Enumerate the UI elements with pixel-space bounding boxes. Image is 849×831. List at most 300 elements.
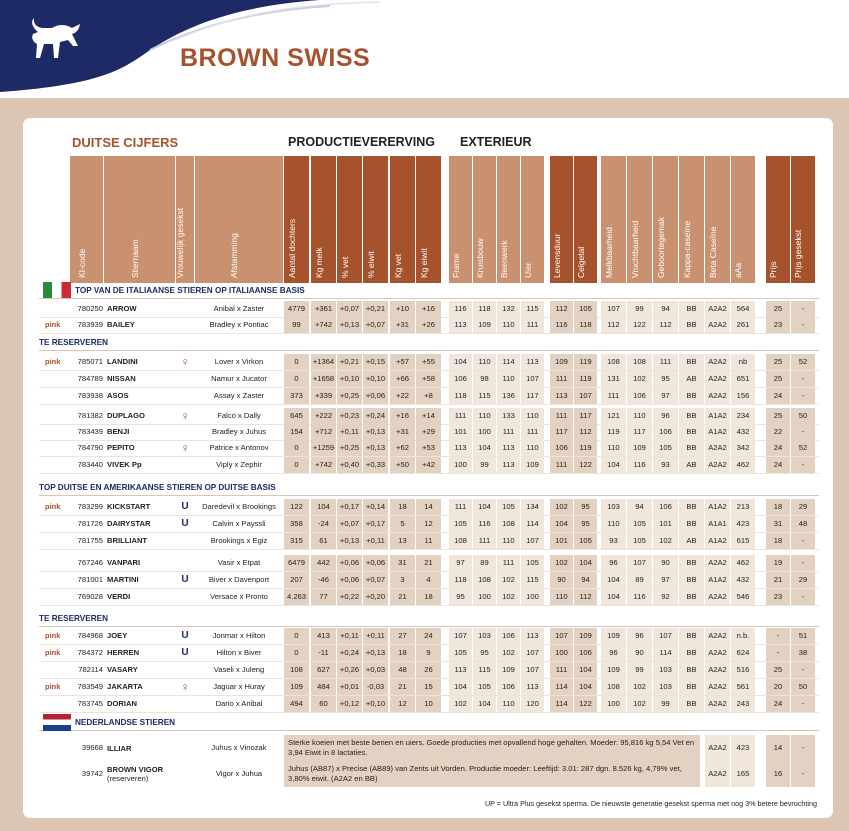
cell-kg_vet: 13 xyxy=(390,533,415,549)
cell-frame: 111 xyxy=(449,408,472,424)
table-row[interactable] xyxy=(39,371,819,388)
cell-kappa: AB xyxy=(679,457,704,473)
cell-beenwerk: 110 xyxy=(497,696,520,712)
cell-aaa: 462 xyxy=(731,457,755,473)
cell-pct_eiwit: +0,06 xyxy=(363,388,388,404)
cell-ki_code: 769028 xyxy=(77,592,103,601)
cell-ki_code: 784789 xyxy=(77,374,103,383)
cell-beenwerk: 105 xyxy=(497,499,520,515)
cell-stiernaam: PEPITO xyxy=(107,443,135,452)
cell-kruisbouw: 115 xyxy=(473,388,496,404)
column-header-label: Vrouwelijk gesekst xyxy=(175,207,185,278)
cell-frame: 105 xyxy=(449,516,472,532)
table-row[interactable] xyxy=(39,533,819,550)
page-title: BROWN SWISS xyxy=(180,44,371,72)
cell-beenwerk: 110 xyxy=(497,371,520,387)
cell-kruisbouw: 104 xyxy=(473,499,496,515)
cell-prijs_gesekst: 50 xyxy=(791,408,815,424)
cell-vrouwelijk xyxy=(176,317,194,333)
cell-prijs_gesekst: - xyxy=(791,533,815,549)
table-row[interactable] xyxy=(39,516,819,533)
dutch-row[interactable] xyxy=(39,761,819,787)
cell-pct_vet: +0,26 xyxy=(337,662,362,678)
netherlands-flag-icon xyxy=(43,714,71,731)
cell-afstamming: Assay x Zaster xyxy=(213,391,265,400)
cell-melkbaarheid: 104 xyxy=(601,589,626,605)
cell-kappa: BB xyxy=(679,499,704,515)
cell-ki-code: 39668 xyxy=(81,743,103,752)
cell-uier: 107 xyxy=(521,371,544,387)
cell-melkbaarheid: 96 xyxy=(601,645,626,661)
cell-kappa: BB xyxy=(679,440,704,456)
cell-melkbaarheid: 108 xyxy=(601,679,626,695)
cell-kg_melk: +1259 xyxy=(311,440,336,456)
column-header-kruisbouw xyxy=(473,156,496,283)
cell-vruchtbaarheid: 96 xyxy=(627,628,652,644)
cell-prijs: 20 xyxy=(766,679,790,695)
cell-uier: 100 xyxy=(521,589,544,605)
column-header-label: Uier xyxy=(522,262,533,278)
cell-melkbaarheid: 110 xyxy=(601,516,626,532)
cell-aantal: 4.263 xyxy=(284,589,309,605)
cell-stiernaam: ARROW xyxy=(107,304,137,313)
cell-celgetal: 119 xyxy=(574,440,597,456)
ultra-plus-icon: U xyxy=(181,630,189,641)
cell-pct_eiwit: +0,07 xyxy=(363,317,388,333)
cell-kruisbouw: 100 xyxy=(473,424,496,440)
cell-kruisbouw: 110 xyxy=(473,354,496,370)
cell-pct_eiwit: -0,03 xyxy=(363,679,388,695)
cell-vruchtbaarheid: 107 xyxy=(627,555,652,571)
table-row[interactable] xyxy=(39,645,819,662)
cell-aaa: 651 xyxy=(731,371,755,387)
cell-ki_code: 783745 xyxy=(77,699,103,708)
cell-prijs: 25 xyxy=(766,354,790,370)
footer-note: UP = Ultra Plus gesekst sperma. De nieuwste generatie gesekst sperma met nog 3% betere bevruchting xyxy=(484,799,817,808)
column-header-kg_vet xyxy=(390,156,415,283)
cell-levensduur: 113 xyxy=(550,388,573,404)
column-header-label: Geboortegemak xyxy=(655,217,666,278)
cell-vruchtbaarheid: 117 xyxy=(627,424,652,440)
cell-celgetal: 122 xyxy=(574,696,597,712)
cell-kg_eiwit: +29 xyxy=(416,424,441,440)
table-row[interactable] xyxy=(39,628,819,645)
ultra-plus-icon: U xyxy=(181,501,189,512)
cell-uier: 120 xyxy=(521,696,544,712)
cell-prijs_gesekst: 29 xyxy=(791,572,815,588)
column-header-label: Frame xyxy=(450,253,461,278)
cell-afstamming: Viply x Zephir xyxy=(216,460,262,469)
cell-uier: 107 xyxy=(521,533,544,549)
cell-geboortegemak: 107 xyxy=(653,628,678,644)
group-heading-dutch-label: NEDERLANDSE STIEREN xyxy=(75,718,176,727)
cell-levensduur: 111 xyxy=(550,408,573,424)
cell-afstamming: Vigor x Juhua xyxy=(215,769,263,778)
cell-celgetal: 117 xyxy=(574,408,597,424)
cell-frame: 113 xyxy=(449,662,472,678)
cell-kappa: BB xyxy=(679,301,704,317)
cell-prijs: 22 xyxy=(766,424,790,440)
column-header-label: Kg melk xyxy=(313,247,324,278)
cell-geboortegemak: 102 xyxy=(653,533,678,549)
cell-vruchtbaarheid: 94 xyxy=(627,499,652,515)
pink-marker: pink xyxy=(45,682,61,691)
cell-afstamming: Calvin x Payssli xyxy=(212,519,266,528)
cell-prijs: 23 xyxy=(766,589,790,605)
cell-celgetal: 109 xyxy=(574,628,597,644)
cell-pct_eiwit: +0,33 xyxy=(363,457,388,473)
cell-levensduur: 117 xyxy=(550,424,573,440)
column-header-kappa xyxy=(679,156,704,283)
ultra-plus-icon: U xyxy=(181,647,189,658)
cell-kruisbouw: 95 xyxy=(473,645,496,661)
cell-pct_vet: +0,25 xyxy=(337,440,362,456)
cell-aantal: 0 xyxy=(284,457,309,473)
cell-celgetal: 112 xyxy=(574,589,597,605)
cell-beta: A2A2 xyxy=(705,628,730,644)
column-header-label: aAa xyxy=(733,262,743,278)
cell-kg_eiwit: 15 xyxy=(416,679,441,695)
cell-prijs_gesekst: - xyxy=(791,662,815,678)
cell-frame: 104 xyxy=(449,354,472,370)
dutch-row[interactable] xyxy=(39,735,819,761)
column-header-uier xyxy=(521,156,544,283)
dutch-description: Sterke koeien met beste benen en uiers. Goede producties met opvallend hoge gehalten. Moeder: 95,816 kg 5,54 Vet en 3,94 Eiwit in 8 lactaties. xyxy=(284,735,700,761)
cell-beenwerk: 110 xyxy=(497,317,520,333)
cell-pct_eiwit: +0,17 xyxy=(363,516,388,532)
table-row[interactable] xyxy=(39,572,819,589)
cell-kappa: AB xyxy=(679,533,704,549)
cell-prijs_gesekst: - xyxy=(791,317,815,333)
cell-kg_vet: 48 xyxy=(390,662,415,678)
cell-kappa: AB xyxy=(679,371,704,387)
cell-melkbaarheid: 109 xyxy=(601,662,626,678)
dutch-description: Juhus (AB87) x Precise (AB89) van Zents uit Vorden. Productie moeder: Leeftijd: 3.01: 287 dgn. 8.526 kg, 4,79% vet, 3,80% eiwit. (A2A2 en BB) xyxy=(284,761,700,787)
cell-prijs: 16 xyxy=(766,761,790,787)
cell-frame: 101 xyxy=(449,424,472,440)
cell-kappa: BB xyxy=(679,408,704,424)
table-row[interactable] xyxy=(39,457,819,474)
cell-pct_vet: +0,17 xyxy=(337,499,362,515)
column-header-label: Kg vet xyxy=(392,253,403,278)
cell-pct_eiwit: +0,10 xyxy=(363,696,388,712)
cell-geboortegemak: 97 xyxy=(653,572,678,588)
cell-prijs_gesekst: 52 xyxy=(791,354,815,370)
cell-vruchtbaarheid: 102 xyxy=(627,371,652,387)
cell-geboortegemak: 94 xyxy=(653,301,678,317)
cell-kg_vet: 18 xyxy=(390,645,415,661)
cell-beta: A2A2 xyxy=(705,371,730,387)
cell-aantal: 373 xyxy=(284,388,309,404)
cell-beta: A2A2 xyxy=(705,761,730,787)
cell-prijs-gesekst: - xyxy=(791,761,815,787)
ultra-plus-icon: U xyxy=(181,574,189,585)
cell-melkbaarheid: 104 xyxy=(601,572,626,588)
cell-celgetal: 106 xyxy=(574,645,597,661)
cell-stiernaam: JAKARTA xyxy=(107,682,143,691)
cell-aaa: 243 xyxy=(731,696,755,712)
cell-celgetal: 122 xyxy=(574,457,597,473)
cell-kruisbouw: 108 xyxy=(473,572,496,588)
cell-prijs_gesekst: 38 xyxy=(791,645,815,661)
cell-frame: 106 xyxy=(449,371,472,387)
cell-geboortegemak: 103 xyxy=(653,679,678,695)
cell-kruisbouw: 116 xyxy=(473,516,496,532)
column-header-aaa xyxy=(731,156,755,283)
table-row[interactable] xyxy=(39,301,819,318)
cell-vrouwelijk xyxy=(176,371,194,387)
cell-prijs: 25 xyxy=(766,301,790,317)
column-header-label: Afstamming xyxy=(229,233,239,278)
cell-beenwerk: 102 xyxy=(497,589,520,605)
cell-geboortegemak: 112 xyxy=(653,317,678,333)
cell-kruisbouw: 98 xyxy=(473,371,496,387)
cell-kappa: BB xyxy=(679,572,704,588)
cell-frame: 116 xyxy=(449,301,472,317)
cell-afstamming: Bradley x Pontiac xyxy=(209,320,269,329)
cell-prijs: 31 xyxy=(766,516,790,532)
cell-celgetal: 95 xyxy=(574,516,597,532)
cell-aaa: nb xyxy=(731,354,755,370)
cell-aantal: 0 xyxy=(284,440,309,456)
cell-kappa: BB xyxy=(679,354,704,370)
cell-uier: 110 xyxy=(521,440,544,456)
cell-vrouwelijk xyxy=(176,301,194,317)
cell-vruchtbaarheid: 102 xyxy=(627,679,652,695)
cell-uier: 134 xyxy=(521,499,544,515)
cell-prijs_gesekst: - xyxy=(791,457,815,473)
column-header-label: Beta Caseïne xyxy=(707,226,718,278)
table-row[interactable] xyxy=(39,408,819,425)
cell-beta: A2A2 xyxy=(705,662,730,678)
cell-vrouwelijk xyxy=(176,662,194,678)
cell-ki_code: 785071 xyxy=(77,357,103,366)
cell-ki_code: 784968 xyxy=(77,631,103,640)
cell-aaa: 432 xyxy=(731,572,755,588)
cell-kg_melk: +1364 xyxy=(311,354,336,370)
cell-stiernaam: NISSAN xyxy=(107,374,136,383)
column-header-prijs xyxy=(766,156,790,283)
cell-beenwerk: 113 xyxy=(497,440,520,456)
column-header-label: Prijs xyxy=(768,261,778,278)
cell-aaa: 615 xyxy=(731,533,755,549)
cell-vruchtbaarheid: 108 xyxy=(627,354,652,370)
cell-geboortegemak: 92 xyxy=(653,589,678,605)
cell-beenwerk: 102 xyxy=(497,572,520,588)
column-header-stiernaam xyxy=(104,156,175,283)
column-header-levensduur xyxy=(550,156,573,283)
cell-kappa: BB xyxy=(679,679,704,695)
column-header-pct_eiwit xyxy=(363,156,388,283)
cell-kg_eiwit: +58 xyxy=(416,371,441,387)
cell-prijs: 18 xyxy=(766,533,790,549)
cell-kruisbouw: 109 xyxy=(473,317,496,333)
cell-kg_vet: +31 xyxy=(390,317,415,333)
cell-kg_vet: +57 xyxy=(390,354,415,370)
cell-melkbaarheid: 93 xyxy=(601,533,626,549)
group-heading-dutch xyxy=(39,715,819,731)
cell-kg_melk: -24 xyxy=(311,516,336,532)
cell-uier: 105 xyxy=(521,555,544,571)
table-row[interactable] xyxy=(39,317,819,334)
cell-kg_melk: -46 xyxy=(311,572,336,588)
cell-uier: 113 xyxy=(521,679,544,695)
header-decoration xyxy=(0,0,849,98)
cell-aantal: 645 xyxy=(284,408,309,424)
cell-ki_code: 783440 xyxy=(77,460,103,469)
cell-pct_eiwit: +0,13 xyxy=(363,424,388,440)
cell-kg_eiwit: 10 xyxy=(416,696,441,712)
cell-beenwerk: 111 xyxy=(497,555,520,571)
table-row[interactable] xyxy=(39,499,819,516)
cell-afstamming: Namur x Jucator xyxy=(211,374,267,383)
cell-aaa: 462 xyxy=(731,555,755,571)
column-header-kg_eiwit xyxy=(416,156,441,283)
cell-frame: 100 xyxy=(449,457,472,473)
cell-prijs_gesekst: - xyxy=(791,696,815,712)
cell-kruisbouw: 118 xyxy=(473,301,496,317)
cell-kg_vet: +22 xyxy=(390,388,415,404)
cell-kruisbouw: 104 xyxy=(473,440,496,456)
cell-pct_vet: +0,21 xyxy=(337,354,362,370)
cell-kg_eiwit: 9 xyxy=(416,645,441,661)
cell-pct_vet: +0,07 xyxy=(337,301,362,317)
cell-uier: 107 xyxy=(521,645,544,661)
cell-levensduur: 102 xyxy=(550,499,573,515)
cell-vruchtbaarheid: 105 xyxy=(627,516,652,532)
cell-aantal: 0 xyxy=(284,628,309,644)
table-row[interactable] xyxy=(39,555,819,572)
cell-beta: A2A2 xyxy=(705,679,730,695)
cell-melkbaarheid: 103 xyxy=(601,499,626,515)
cell-pct_eiwit: +0,14 xyxy=(363,499,388,515)
cell-vruchtbaarheid: 90 xyxy=(627,645,652,661)
cell-aantal: 154 xyxy=(284,424,309,440)
cell-beta: A2A2 xyxy=(705,735,730,761)
cell-kg_melk: 77 xyxy=(311,589,336,605)
table-row[interactable] xyxy=(39,662,819,679)
cell-geboortegemak: 97 xyxy=(653,388,678,404)
cell-geboortegemak: 106 xyxy=(653,424,678,440)
table-row[interactable] xyxy=(39,354,819,371)
cell-kg_vet: +10 xyxy=(390,301,415,317)
cell-aaa: 156 xyxy=(731,388,755,404)
cell-aaa: 432 xyxy=(731,424,755,440)
cell-ki_code: 783299 xyxy=(77,502,103,511)
cell-prijs_gesekst: - xyxy=(791,388,815,404)
cell-prijs_gesekst: - xyxy=(791,371,815,387)
group-heading-reserve-1 xyxy=(39,335,819,351)
cell-kg_vet: +62 xyxy=(390,440,415,456)
cell-pct_vet: +0,11 xyxy=(337,628,362,644)
cell-beta: A2A2 xyxy=(705,354,730,370)
cell-kg_eiwit: 18 xyxy=(416,589,441,605)
table-row[interactable] xyxy=(39,424,819,441)
cell-melkbaarheid: 131 xyxy=(601,371,626,387)
cell-kg_eiwit: +14 xyxy=(416,408,441,424)
cell-prijs: 25 xyxy=(766,371,790,387)
column-header-vrouwelijk xyxy=(176,156,194,283)
cell-pct_eiwit: +0,13 xyxy=(363,440,388,456)
cell-beenwerk: 111 xyxy=(497,424,520,440)
female-sex-icon: ♀ xyxy=(180,680,190,694)
cell-prijs_gesekst: 51 xyxy=(791,628,815,644)
cell-afstamming: Lover x Virkon xyxy=(214,357,264,366)
column-header-label: Celgetal xyxy=(575,246,586,278)
cell-prijs: 24 xyxy=(766,440,790,456)
cell-kappa: BB xyxy=(679,589,704,605)
cell-kg_melk: 627 xyxy=(311,662,336,678)
cell-beta: A1A2 xyxy=(705,572,730,588)
cell-aantal: 0 xyxy=(284,371,309,387)
table-row[interactable] xyxy=(39,696,819,713)
cell-kg_eiwit: +8 xyxy=(416,388,441,404)
female-sex-icon: ♀ xyxy=(180,355,190,369)
cell-beenwerk: 132 xyxy=(497,301,520,317)
cell-pct_eiwit: +0,15 xyxy=(363,354,388,370)
cell-kg_melk: +742 xyxy=(311,317,336,333)
cell-vruchtbaarheid: 109 xyxy=(627,440,652,456)
cell-levensduur: 109 xyxy=(550,354,573,370)
cell-aantal: 0 xyxy=(284,645,309,661)
table-row[interactable] xyxy=(39,440,819,457)
cell-levensduur: 111 xyxy=(550,371,573,387)
cell-kg_vet: +31 xyxy=(390,424,415,440)
cell-ki_code: 784372 xyxy=(77,648,103,657)
cell-beenwerk: 133 xyxy=(497,408,520,424)
cell-uier: 117 xyxy=(521,388,544,404)
table-row[interactable] xyxy=(39,388,819,405)
cell-levensduur: 111 xyxy=(550,662,573,678)
cell-stiernaam: DAIRYSTAR xyxy=(107,519,151,528)
cell-aaa: 165 xyxy=(731,761,755,787)
cell-afstamming: Daredevil x Brookings xyxy=(202,502,276,511)
cell-melkbaarheid: 107 xyxy=(601,301,626,317)
table-row[interactable] xyxy=(39,589,819,606)
table-row[interactable] xyxy=(39,679,819,696)
cell-beta: A1A1 xyxy=(705,516,730,532)
cell-uier: 113 xyxy=(521,628,544,644)
cell-afstamming: Brookings x Egiz xyxy=(210,536,268,545)
cell-levensduur: 101 xyxy=(550,533,573,549)
cell-kg_eiwit: 4 xyxy=(416,572,441,588)
column-header-label: Kappa-caseïne xyxy=(681,220,692,278)
cell-stiernaam: BRILLIANT xyxy=(107,536,148,545)
cell-prijs: 24 xyxy=(766,388,790,404)
cell-melkbaarheid: 110 xyxy=(601,440,626,456)
cell-afstamming: Patrice x Antonov xyxy=(209,443,269,452)
cell-frame: 108 xyxy=(449,533,472,549)
cell-ki_code: 784790 xyxy=(77,443,103,452)
cell-pct_eiwit: +0,20 xyxy=(363,589,388,605)
cell-prijs: 19 xyxy=(766,555,790,571)
cell-ki_code: 767246 xyxy=(77,558,103,567)
cell-aaa: 261 xyxy=(731,317,755,333)
group-heading-german-american-label: TOP DUITSE EN AMERIKAANSE STIEREN OP DUITSE BASIS xyxy=(39,483,276,492)
column-header-label: Levensduur xyxy=(551,233,562,278)
cell-kg_melk: +339 xyxy=(311,388,336,404)
cell-pct_vet: +0,40 xyxy=(337,457,362,473)
column-header-pct_vet xyxy=(337,156,362,283)
cell-frame: 105 xyxy=(449,645,472,661)
cell-uier: 111 xyxy=(521,424,544,440)
column-header-label: Prijs gesekst xyxy=(793,229,803,278)
cell-prijs-gesekst: - xyxy=(791,735,815,761)
ultra-plus-icon: U xyxy=(181,518,189,529)
cell-kg_eiwit: +55 xyxy=(416,354,441,370)
cell-prijs: 24 xyxy=(766,457,790,473)
cell-vruchtbaarheid: 99 xyxy=(627,662,652,678)
